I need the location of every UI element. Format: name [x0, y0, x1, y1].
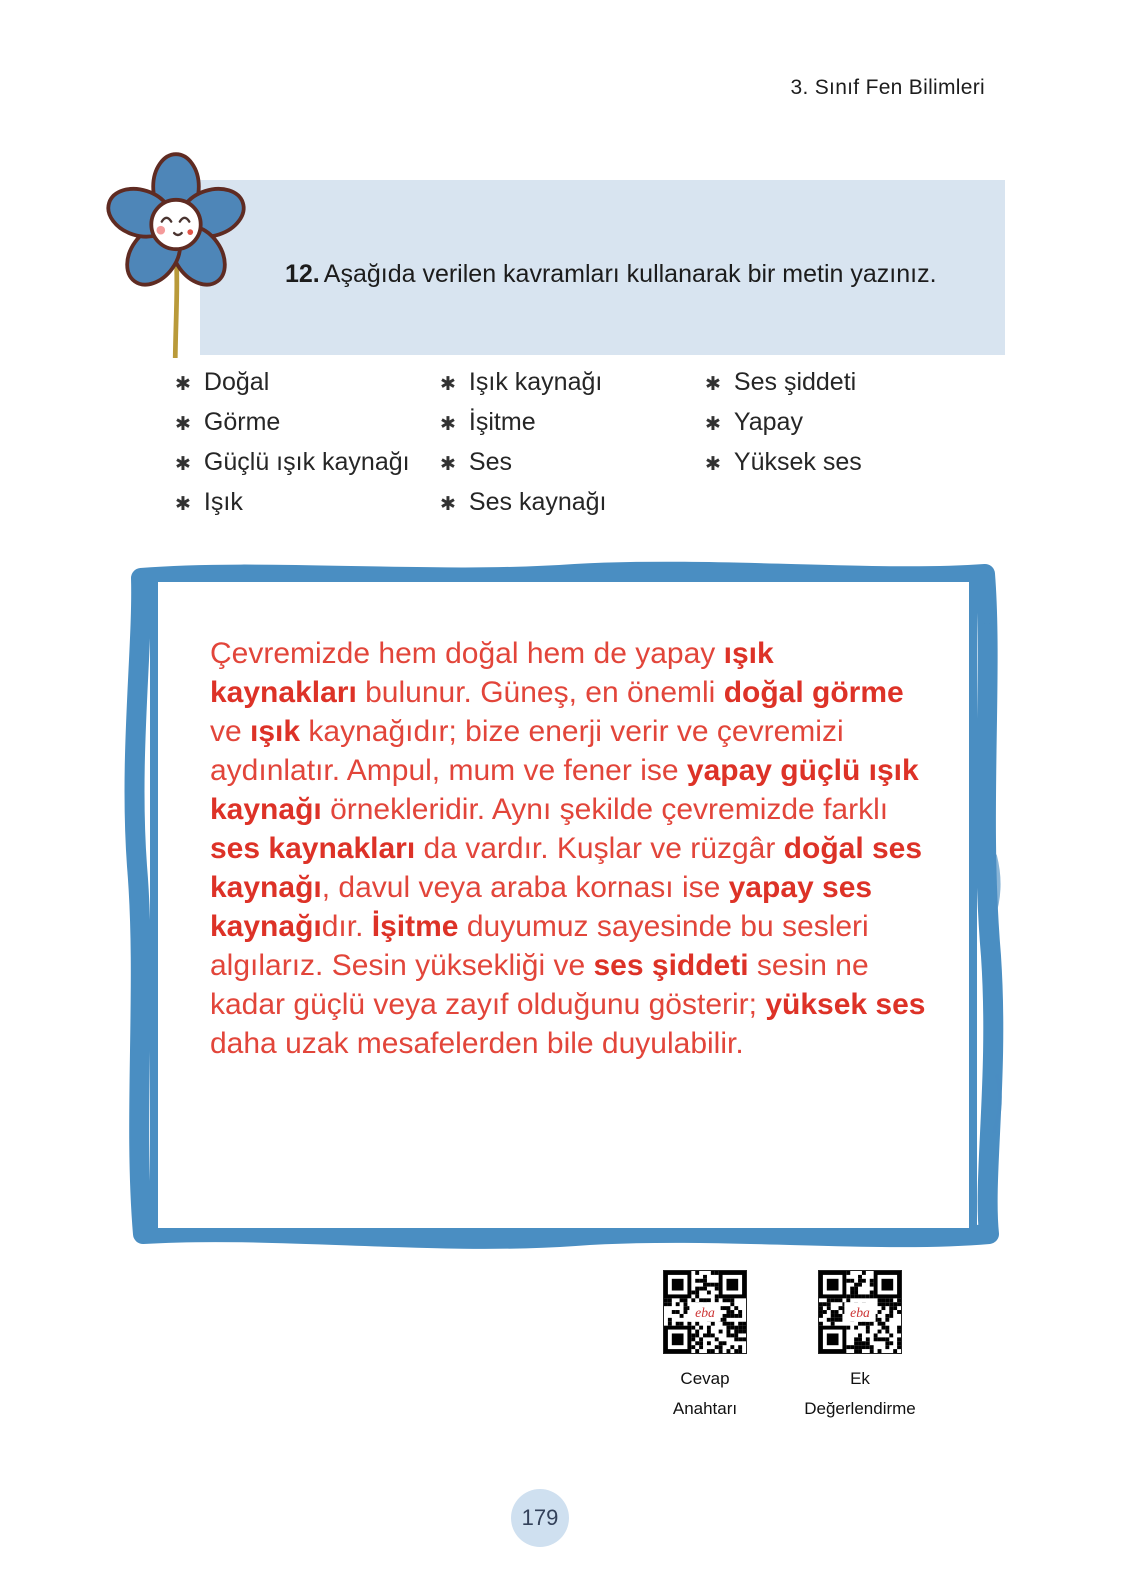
- answer-text-segment: ve: [210, 715, 251, 748]
- answer-keyword: yapay güçlü ışık kaynağı: [210, 754, 919, 826]
- answer-keyword: ışık: [250, 715, 301, 748]
- concept-item: [705, 368, 862, 408]
- concept-item: [175, 368, 440, 408]
- qr-label-line: Değerlendirme: [804, 1398, 916, 1418]
- answer-keyword: İşitme: [371, 910, 459, 943]
- asterisk-bullet-icon: ✱: [440, 454, 456, 475]
- asterisk-bullet-icon: ✱: [440, 414, 456, 435]
- asterisk-bullet-icon: ✱: [440, 494, 456, 515]
- concept-item: [440, 448, 705, 488]
- concept-list: [175, 368, 862, 528]
- answer-text-segment: duyumuz sayesinde bu sesleri algılarız. Sesin yüksekliği ve: [210, 910, 869, 982]
- concept-label: İşitme: [468, 408, 536, 436]
- asterisk-bullet-icon: ✱: [175, 374, 191, 395]
- concept-item: [175, 488, 440, 528]
- concept-item: [175, 408, 440, 448]
- concept-item: [705, 448, 862, 488]
- answer-text-segment: örnekleridir. Aynı şekilde çevremizde farklı: [321, 793, 889, 826]
- qr-label-line: Anahtarı: [672, 1398, 738, 1418]
- concept-label: Ses kaynağı: [468, 488, 607, 516]
- concept-label: Yapay: [733, 408, 803, 436]
- concept-label: Ses şiddeti: [733, 368, 857, 396]
- concept-column: [440, 368, 705, 528]
- asterisk-bullet-icon: ✱: [440, 374, 456, 395]
- qr-label-answer-key: [673, 1364, 737, 1424]
- concept-item: [175, 448, 440, 488]
- asterisk-bullet-icon: ✱: [175, 454, 191, 475]
- concept-label: Yüksek ses: [733, 448, 862, 476]
- asterisk-bullet-icon: ✱: [175, 494, 191, 515]
- question-text: Aşağıda verilen kavramları kullanarak bir metin yazınız.: [323, 260, 937, 288]
- qr-label-line: Ek: [850, 1369, 870, 1388]
- question-line: [285, 260, 975, 289]
- answer-text-segment: Çevremizde hem doğal hem de yapay: [210, 637, 724, 670]
- qr-label-extra-assessment: [804, 1364, 916, 1424]
- answer-text-segment: da vardır. Kuşlar ve rüzgâr: [415, 832, 784, 865]
- concept-label: Ses: [468, 448, 513, 476]
- qr-block-extra-assessment: [785, 1270, 935, 1424]
- concept-item: [440, 408, 705, 448]
- concept-item: [440, 488, 705, 528]
- concept-item: [440, 368, 705, 408]
- page-number: 179: [521, 1505, 559, 1530]
- answer-keyword: doğal görme: [723, 676, 904, 709]
- answer-text-segment: dır.: [321, 910, 372, 943]
- asterisk-bullet-icon: ✱: [705, 374, 721, 395]
- concept-column: [175, 368, 440, 528]
- answer-keyword: yapay ses kaynağı: [210, 871, 873, 943]
- concept-item: [705, 408, 862, 448]
- answer-text-segment: daha uzak mesafelerden bile duyulabilir.: [210, 1027, 744, 1060]
- answer-keyword: doğal ses kaynağı: [210, 832, 923, 904]
- question-number: 12.: [285, 260, 320, 288]
- asterisk-bullet-icon: ✱: [705, 414, 721, 435]
- qr-code-extra-assessment: [818, 1270, 902, 1354]
- asterisk-bullet-icon: ✱: [175, 414, 191, 435]
- page-header: 3. Sınıf Fen Bilimleri: [790, 76, 985, 99]
- asterisk-bullet-icon: ✱: [705, 454, 721, 475]
- concept-label: Güçlü ışık kaynağı: [203, 448, 410, 476]
- svg-text:eba: eba: [850, 1304, 870, 1320]
- answer-text-segment: sesin ne kadar güçlü veya zayıf olduğunu gösterir;: [210, 949, 869, 1021]
- answer-box: [150, 574, 977, 1236]
- concept-column: [705, 368, 862, 528]
- concept-label: Doğal: [203, 368, 270, 396]
- flower-mascot-icon: [100, 148, 252, 358]
- concept-label: Işık: [203, 488, 243, 516]
- concept-label: Işık kaynağı: [468, 368, 603, 396]
- answer-text-segment: , davul veya araba kornası ise: [321, 871, 729, 904]
- answer-text-segment: kaynağıdır; bize enerji verir ve çevremizi aydınlatır. Ampul, mum ve fener ise: [210, 715, 844, 787]
- answer-keyword: ışık kaynakları: [210, 637, 774, 709]
- answer-paragraph: [210, 634, 926, 1063]
- svg-text:eba: eba: [695, 1304, 715, 1320]
- answer-keyword: ses şiddeti: [593, 949, 749, 982]
- concept-label: Görme: [203, 408, 281, 436]
- answer-text-segment: bulunur. Güneş, en önemli: [356, 676, 724, 709]
- answer-keyword: ses kaynakları: [210, 832, 416, 865]
- qr-label-line: Cevap: [680, 1369, 730, 1388]
- qr-block-answer-key: [630, 1270, 780, 1424]
- page-number-badge: [511, 1489, 569, 1547]
- qr-code-answer-key: [663, 1270, 747, 1354]
- answer-keyword: yüksek ses: [765, 988, 926, 1021]
